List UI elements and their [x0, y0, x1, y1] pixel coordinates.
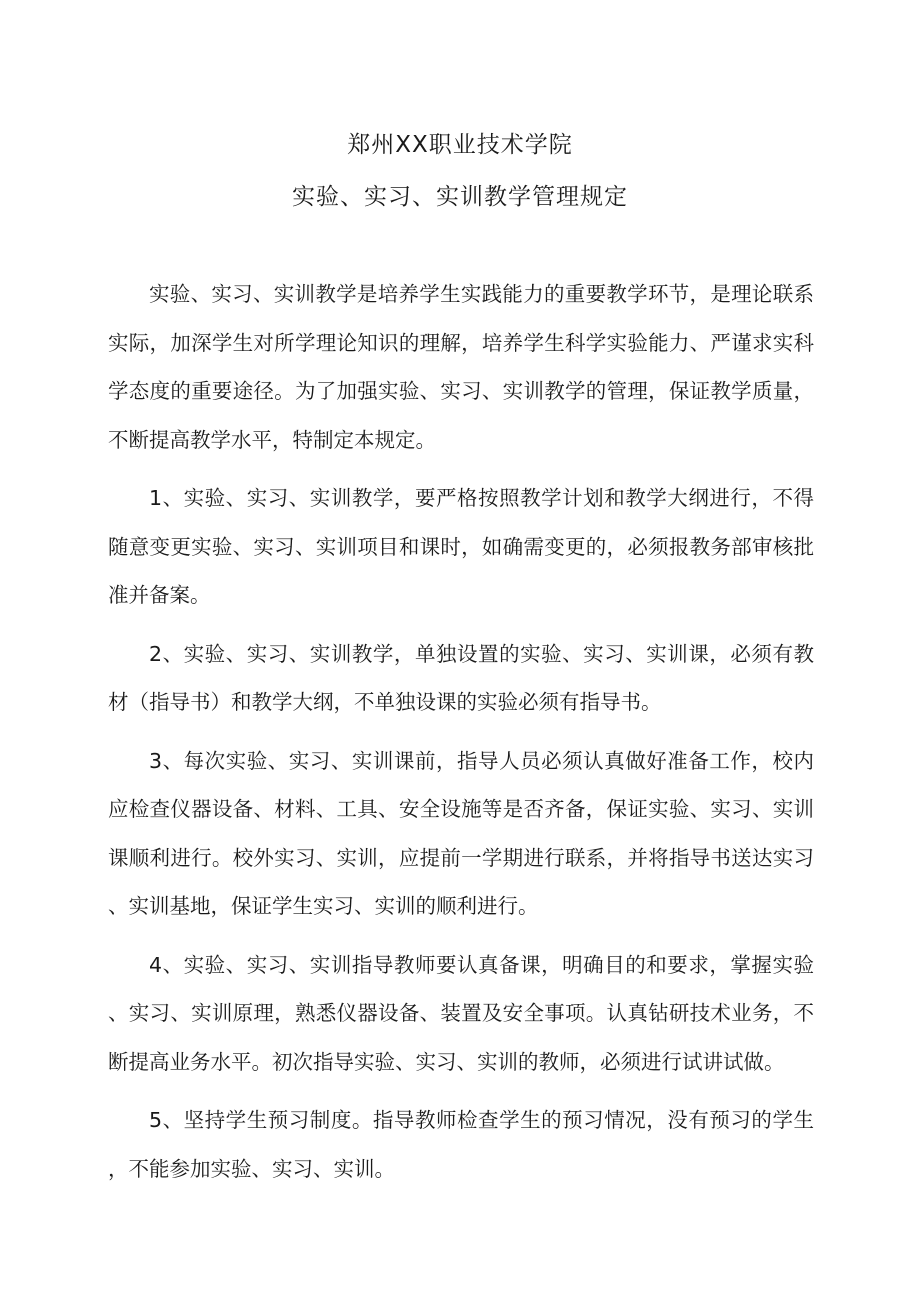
clause-5-paragraph: 5、坚持学生预习制度。指导教师检查学生的预习情况，没有预习的学生，不能参加实验、实习、实训。: [108, 1108, 814, 1181]
clause-3-paragraph: 3、每次实验、实习、实训课前，指导人员必须认真做好准备工作，校内应检查仪器设备、材料、工具、安全设施等是否齐备，保证实验、实习、实训课顺利进行。校外实习、实训，应提前一学期进行联系，并将指导书送达实习、实训基地，保证学生实习、实训的顺利进行。: [108, 748, 814, 918]
clause-2-paragraph: 2、实验、实习、实训教学，单独设置的实验、实习、实训课，必须有教材（指导书）和教学大纲，不单独设课的实验必须有指导书。: [108, 641, 814, 714]
clause-4-paragraph: 4、实验、实习、实训指导教师要认真备课，明确目的和要求，掌握实验、实习、实训原理，熟悉仪器设备、装置及安全事项。认真钻研技术业务，不断提高业务水平。初次指导实验、实习、实训的教师，必须进行试讲试做。: [108, 952, 814, 1074]
document-body: [108, 270, 814, 1203]
document-title-institution: 郑州XX职业技术学院: [347, 132, 573, 158]
intro-paragraph: 实验、实习、实训教学是培养学生实践能力的重要教学环节，是理论联系实际，加深学生对所学理论知识的理解，培养学生科学实验能力、严谨求实科学态度的重要途径。为了加强实验、实习、实训教学的管理，保证教学质量，不断提高教学水平，特制定本规定。: [108, 282, 814, 452]
document-title-regulation: 实验、实习、实训教学管理规定: [292, 184, 628, 210]
clause-1-paragraph: 1、实验、实习、实训教学，要严格按照教学计划和教学大纲进行，不得随意变更实验、实习、实训项目和课时，如确需变更的，必须报教务部审核批准并备案。: [108, 486, 814, 607]
